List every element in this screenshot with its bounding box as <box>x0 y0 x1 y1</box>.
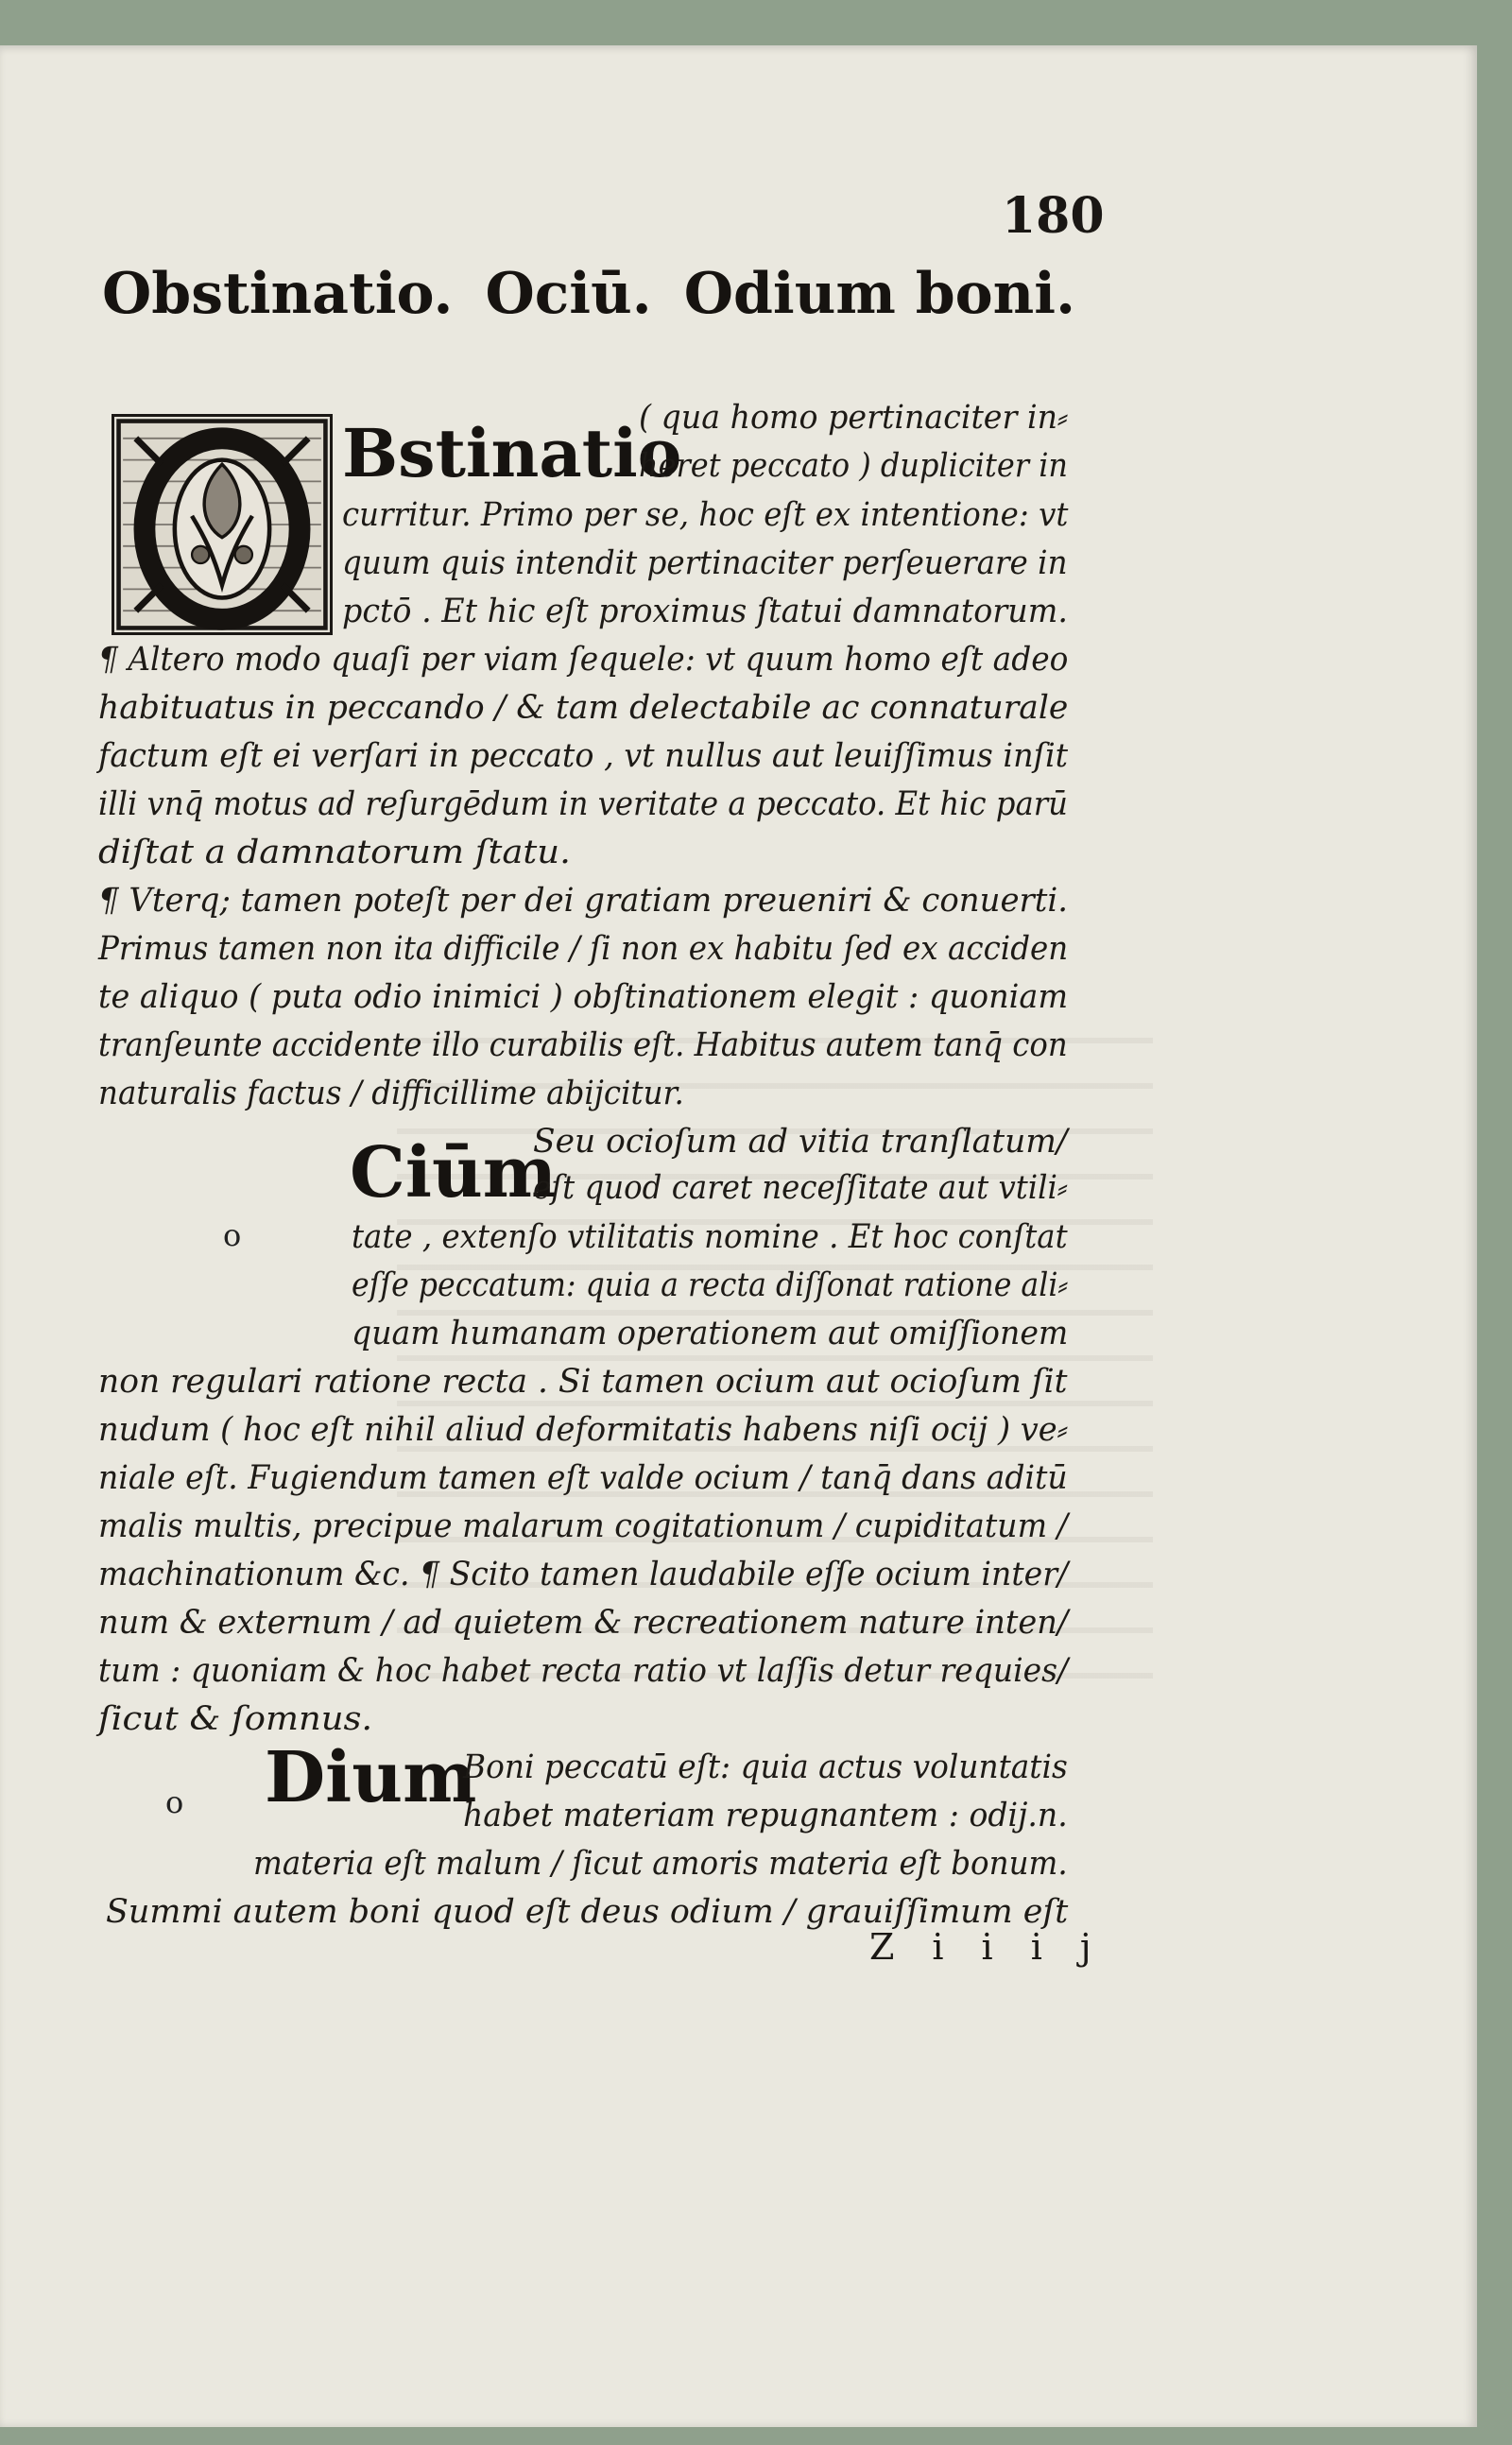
obstinatio-line: pctō . Et hic eſt proximus ſtatui damnatorum. <box>342 593 1068 630</box>
ocium-line: Seu ocioſum ad vitia tranſlatum/ <box>533 1123 1068 1161</box>
book-page <box>0 45 1477 2427</box>
odium-line: Summi autem boni quod eſt deus odium / grauiſſimum eſt <box>106 1893 1069 1931</box>
ocium-line: niale eſt. Fugiendum tamen eſt valde ocium / tanq̄ dans aditū <box>98 1459 1068 1497</box>
odium-line: materia eſt malum / ſicut amoris materia eſt bonum. <box>253 1845 1068 1883</box>
odium-heading: Dium <box>265 1737 477 1818</box>
ornamental-initial-svg <box>114 417 330 632</box>
obstinatio-line: ¶ Vterq; tamen poteſt per dei gratiam preueniri & conuerti. <box>98 882 1069 920</box>
ocium-line: tate , extenſo vtilitatis nomine . Et hoc conſtat <box>352 1218 1068 1256</box>
obstinatio-line: ( qua homo pertinaciter in⸗ <box>639 399 1069 437</box>
ocium-heading: Ciūm <box>350 1132 558 1214</box>
ocium-line: eſſe peccatum: quia a recta diſſonat ratione ali⸗ <box>352 1266 1068 1304</box>
margin-note-odium: o <box>165 1784 184 1820</box>
ocium-line: ſicut & ſomnus. <box>98 1700 373 1738</box>
ocium-line: tum : quoniam & hoc habet recta ratio vt laſſis detur requies/ <box>98 1652 1069 1690</box>
signature-number: iiij <box>932 1926 1129 1968</box>
odium-line: habet materiam repugnantem : odij.n. <box>463 1797 1068 1834</box>
ocium-line: num & externum / ad quietem & recreationem nature inten/ <box>98 1604 1069 1642</box>
ocium-line: machinationum &c. ¶ Scito tamen laudabile eſſe ocium inter/ <box>98 1556 1069 1593</box>
ocium-line: malis multis, precipue malarum cogitationum / cupiditatum / <box>98 1507 1068 1545</box>
running-head-right: Odium boni. <box>683 261 1075 327</box>
signature-letter: Z <box>869 1926 933 1968</box>
ornamental-initial-o-icon <box>112 414 333 635</box>
obstinatio-line: habituatus in peccando / & tam delectabile ac connaturale <box>98 689 1069 727</box>
obstinatio-heading: Bstinatio <box>342 414 682 492</box>
running-head <box>102 261 1075 327</box>
obstinatio-line: te aliquo ( puta odio inimici ) obſtinationem elegit : quoniam <box>98 978 1069 1016</box>
signature-mark <box>869 1926 1129 1968</box>
ocium-line: eſt quod caret neceſſitate aut vtili⸗ <box>533 1169 1068 1207</box>
obstinatio-line: heret peccato ) dupliciter in <box>639 447 1069 485</box>
obstinatio-line: ¶ Altero modo quaſi per viam ſequele: vt quum homo eſt adeo <box>98 641 1069 679</box>
obstinatio-line: illi vnq̄ motus ad reſurgēdum in veritate a peccato. Et hic parū <box>98 785 1068 823</box>
obstinatio-line: tranſeunte accidente illo curabilis eſt. Habitus autem tanq̄ con <box>98 1026 1068 1064</box>
page-number: 180 <box>1002 187 1105 245</box>
ocium-line: non regulari ratione recta . Si tamen ocium aut ocioſum ſit <box>98 1363 1068 1401</box>
running-head-center: Ociū. <box>485 261 652 327</box>
ocium-line: quam humanam operationem aut omiſſionem <box>352 1315 1069 1352</box>
obstinatio-line: factum eſt ei verſari in peccato , vt nullus aut leuiſſimus inſit <box>98 737 1069 775</box>
obstinatio-line: curritur. Primo per se, hoc eſt ex intentione: vt <box>342 496 1069 534</box>
margin-note-ocium: o <box>223 1217 242 1253</box>
obstinatio-line: Primus tamen non ita difficile / ſi non ex habitu ſed ex acciden <box>98 930 1069 968</box>
obstinatio-line: diſtat a damnatorum ſtatu. <box>98 834 571 871</box>
running-head-left: Obstinatio. <box>102 261 454 327</box>
obstinatio-line: quum quis intendit pertinaciter perſeuerare in <box>342 544 1068 582</box>
obstinatio-line: naturalis factus / difficillime abijcitur. <box>98 1075 684 1112</box>
odium-line: Boni peccatū eſt: quia actus voluntatis <box>463 1748 1068 1786</box>
ocium-line: nudum ( hoc eſt nihil aliud deformitatis habens niſi ocij ) ve⸗ <box>98 1411 1068 1449</box>
